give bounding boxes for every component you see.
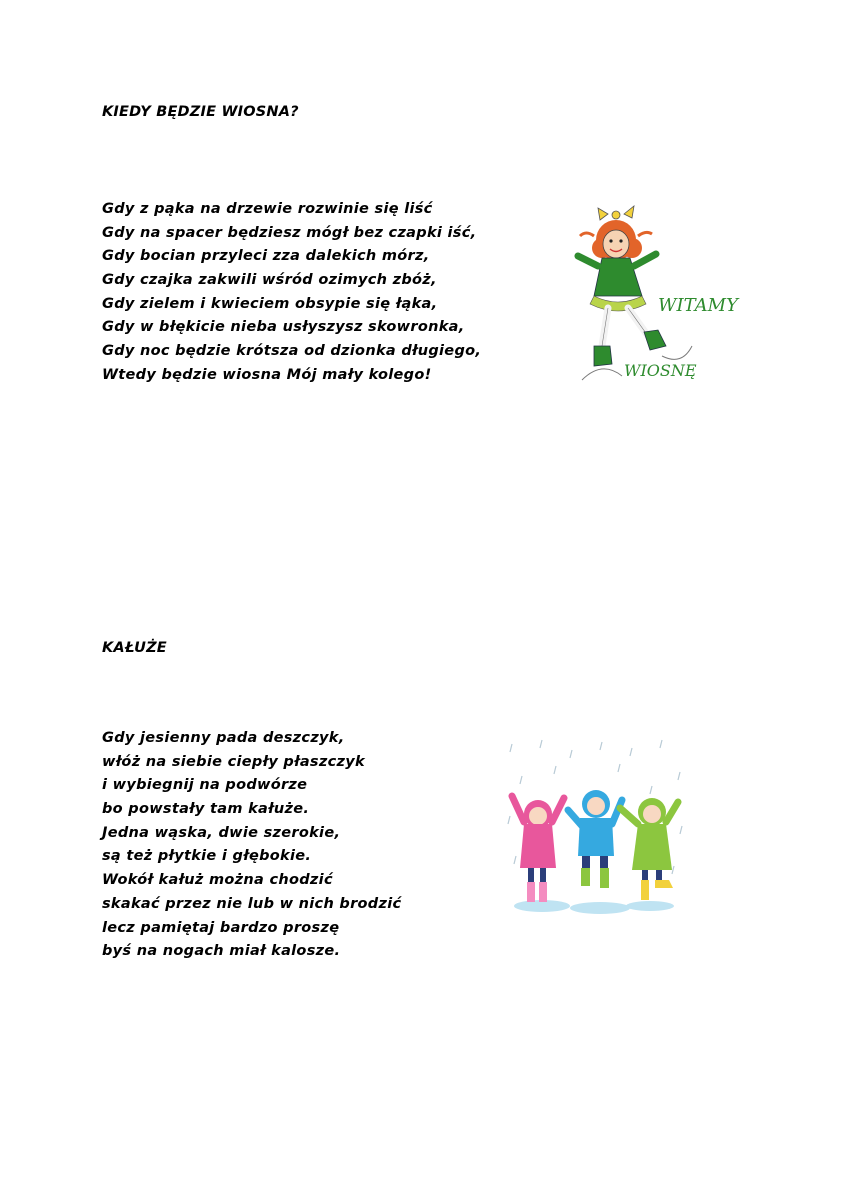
poem-1-title: KIEDY BĘDZIE WIOSNA? bbox=[102, 104, 299, 120]
poem-line: Gdy zielem i kwieciem obsypie się łąka, bbox=[102, 295, 438, 312]
poem-line: Gdy czajka zakwili wśród ozimych zbóż, bbox=[102, 272, 437, 289]
poem-line: są też płytkie i głębokie. bbox=[102, 848, 312, 865]
caption-witamy: WITAMY bbox=[658, 295, 738, 316]
poem-line: Gdy na spacer będziesz mógł bez czapki iść, bbox=[102, 224, 477, 241]
poem-line: lecz pamiętaj bardzo proszę bbox=[102, 919, 340, 936]
poem-2-text bbox=[102, 727, 401, 964]
poem-line: Gdy z pąka na drzewie rozwinie się liść bbox=[102, 201, 433, 217]
poem-line: byś na nogach miał kalosze. bbox=[102, 943, 341, 960]
spring-girl-illustration bbox=[572, 196, 738, 392]
poem-1-text bbox=[102, 198, 481, 388]
poem-line: Gdy jesienny pada deszczyk, bbox=[102, 730, 345, 746]
children-in-rain-illustration bbox=[502, 736, 688, 916]
poem-line: Wokół kałuż można chodzić bbox=[102, 872, 333, 889]
poem-line: Gdy noc będzie krótsza od dzionka długiego, bbox=[102, 343, 482, 360]
poem-line: Gdy bocian przyleci zza dalekich mórz, bbox=[102, 248, 430, 265]
poem-line: Wtedy będzie wiosna Mój mały kolego! bbox=[102, 366, 432, 383]
poem-line: bo powstały tam kałuże. bbox=[102, 801, 310, 818]
poem-line: Gdy w błękicie nieba usłyszysz skowronka, bbox=[102, 319, 465, 336]
poem-line: Jedna wąska, dwie szerokie, bbox=[102, 824, 341, 841]
poem-line: i wybiegnij na podwórze bbox=[102, 777, 308, 794]
caption-wiosne: WIOSNĘ bbox=[624, 361, 697, 380]
poem-line: skakać przez nie lub w nich brodzić bbox=[102, 895, 402, 912]
poem-2-title: KAŁUŻE bbox=[102, 640, 167, 656]
poem-line: włóż na siebie ciepły płaszczyk bbox=[102, 753, 365, 770]
